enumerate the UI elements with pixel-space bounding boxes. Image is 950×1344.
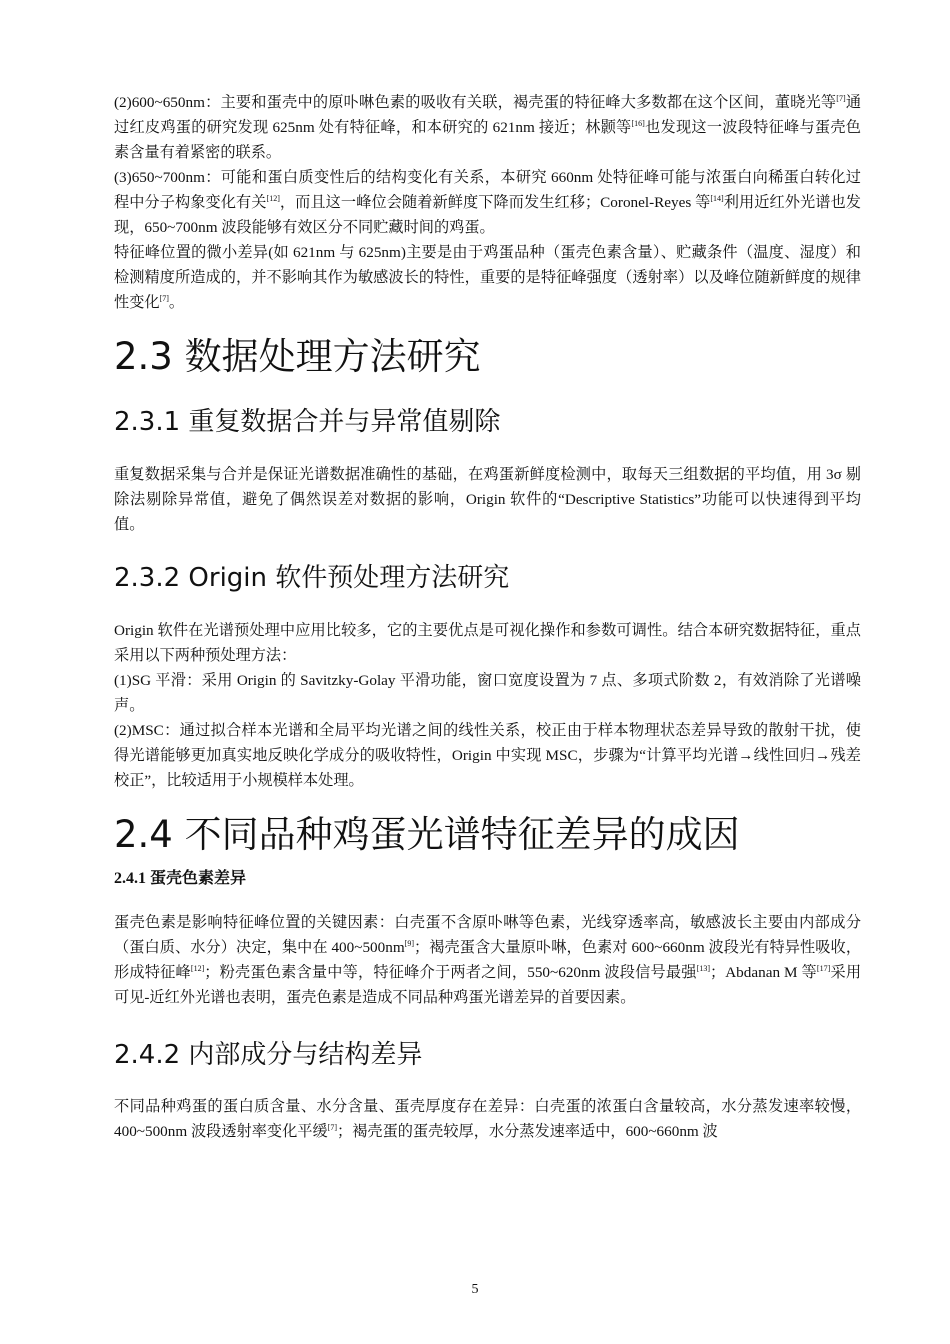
citation-ref: [14] (710, 193, 724, 203)
paragraph-internal-composition (114, 1094, 861, 1144)
page-number: 5 (471, 1282, 479, 1297)
paragraph-sg-smoothing: (1)SG 平滑：采用 Origin 的 Savitzky-Golay 平滑功能，窗口宽度设置为 7 点、多项式阶数 2，有效消除了光谱噪声。 (114, 672, 861, 714)
text-span: 。 (168, 294, 185, 311)
text-span: ；Abdanan M 等 (710, 964, 817, 981)
paragraph-origin-intro: Origin 软件在光谱预处理中应用比较多，它的主要优点是可视化操作和参数可调性。结合本研究数据特征，重点采用以下两种预处理方法： (114, 622, 861, 664)
section-heading-2-4: 2.4 不同品种鸡蛋光谱特征差异的成因 (114, 813, 740, 856)
text-span: 也发现这一波段特征峰与蛋壳色素含量有着紧密的联系。 (114, 119, 861, 161)
citation-ref: [7] (159, 293, 169, 303)
subsection-heading-2-4-1: 2.4.1 蛋壳色素差异 (114, 870, 247, 887)
text-span: 不同品种鸡蛋的蛋白质含量、水分含量、蛋壳厚度存在差异：白壳蛋的浓蛋白含量较高，水分蒸发速率较慢，400~500nm 波段透射率变化平缓 (114, 1098, 861, 1140)
citation-ref: [17] (816, 963, 831, 973)
text-span: (2)600~650nm：主要和蛋壳中的原卟啉色素的吸收有关联，褐壳蛋的特征峰大多数都在这个区间，董晓光等 (114, 94, 837, 111)
subsection-heading-2-4-2: 2.4.2 内部成分与结构差异 (114, 1040, 423, 1070)
text-span: 蛋壳色素是影响特征峰位置的关键因素：白壳蛋不含原卟啉等色素，光线穿透率高，敏感波长主要由内部成分（蛋白质、水分）决定，集中在 400~500nm (114, 914, 861, 956)
paragraph-msc: (2)MSC：通过拟合样本光谱和全局平均光谱之间的线性关系，校正由于样本物理状态差异导致的散射干扰，使得光谱能够更加真实地反映化学成分的吸收特性，Origin 中实现 MSC，步骤为“计算平均光谱→线性回归→残差校正”，比较适用于小规模样本处理。 (114, 722, 861, 789)
page-content (114, 90, 861, 1144)
text-span: 采用可见-近红外光谱也表明，蛋壳色素是造成不同品种鸡蛋光谱差异的首要因素。 (114, 964, 862, 1006)
section-heading-2-3: 2.3 数据处理方法研究 (114, 335, 481, 378)
citation-ref: [7] (836, 93, 846, 103)
text-span: ；褐壳蛋的蛋壳较厚，水分蒸发速率适中，600~660nm 波 (337, 1123, 718, 1140)
citation-ref: [13] (696, 963, 711, 973)
text-span: 特征峰位置的微小差异(如 621nm 与 625nm)主要是由于鸡蛋品种（蛋壳色素含量）、贮藏条件（温度、湿度）和检测精度所造成的，并不影响其作为敏感波长的特性，重要的是特征峰强度（透射率）以及峰位随新鲜度的规律性变化 (114, 244, 861, 311)
text-span: ，而且这一峰位会随着新鲜度下降而发生红移；Coronel-Reyes 等 (279, 194, 711, 211)
paragraph-peak-difference (114, 240, 861, 315)
text-span: 通过红皮鸡蛋的研究发现 625nm 处有特征峰，和本研究的 621nm 接近；林颢等 (114, 94, 862, 136)
citation-ref: [12] (190, 963, 205, 973)
subsection-heading-2-3-2: 2.3.2 Origin 软件预处理方法研究 (114, 563, 510, 593)
subsection-heading-2-3-1: 2.3.1 重复数据合并与异常值剔除 (114, 407, 501, 437)
text-span: (3)650~700nm：可能和蛋白质变性后的结构变化有关系，本研究 660nm 处特征峰可能与浓蛋白向稀蛋白转化过程中分子构象变化有关 (114, 169, 861, 211)
paragraph-600-650nm (114, 90, 861, 165)
paragraph-650-700nm (114, 165, 861, 240)
citation-ref: [16] (631, 118, 645, 128)
text-span: 利用近红外光谱也发现，650~700nm 波段能够有效区分不同贮藏时间的鸡蛋。 (114, 194, 861, 236)
paragraph-data-merge: 重复数据采集与合并是保证光谱数据准确性的基础，在鸡蛋新鲜度检测中，取每天三组数据的平均值，用 3σ 剔除法剔除异常值，避免了偶然误差对数据的影响，Origin 软件的“Descriptive Statistics”功能可以快速得到平均值。 (114, 466, 861, 533)
citation-ref: [7] (327, 1122, 337, 1132)
citation-ref: [12] (266, 193, 280, 203)
citation-ref: [9] (404, 938, 414, 948)
text-span: ；粉壳蛋色素含量中等，特征峰介于两者之间，550~620nm 波段信号最强 (204, 964, 697, 981)
text-span: ；褐壳蛋含大量原卟啉，色素对 600~660nm 波段光有特异性吸收，形成特征峰 (114, 939, 862, 981)
paragraph-shell-pigment (114, 910, 861, 1010)
